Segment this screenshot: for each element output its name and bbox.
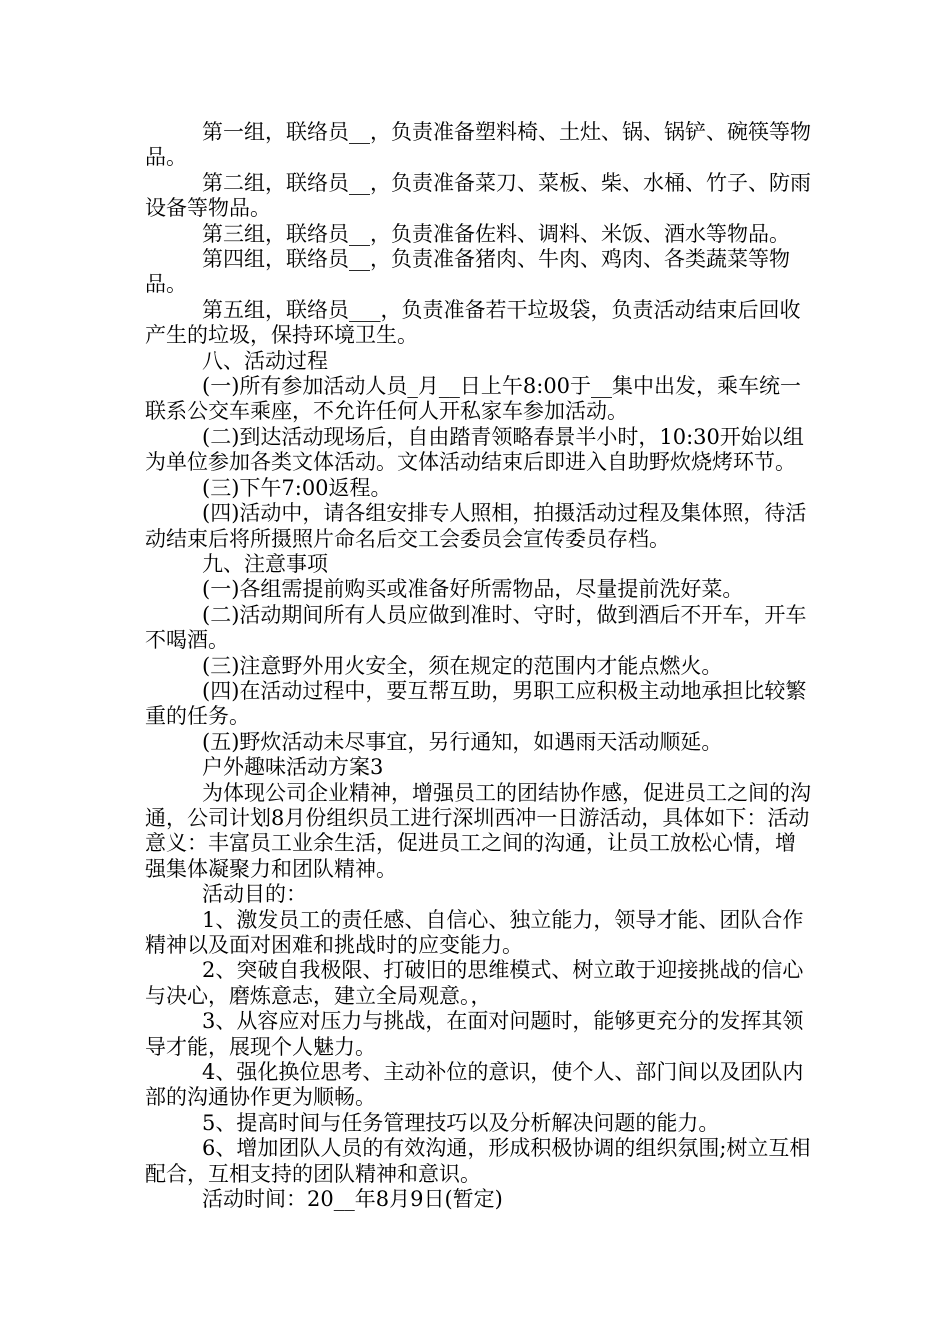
purpose-item-1: 1、激发员工的责任感、自信心、独立能力，领导才能、团队合作精神以及面对困难和挑战时的应变能力。 — [145, 907, 804, 957]
process-item-1: (一)所有参加活动人员_月__日上午8:00于__集中出发，乘车统一联系公交车乘座，不允许任何人开私家车参加活动。 — [145, 374, 802, 424]
purpose-heading: 活动目的： — [202, 882, 307, 907]
notes-item-5: (五)野炊活动未尽事宜，另行通知，如遇雨天活动顺延。 — [202, 729, 723, 754]
purpose-item-4: 4、强化换位思考、主动补位的意识，使个人、部门间以及团队内部的沟通协作更为顺畅。 — [145, 1060, 804, 1110]
section-heading-process: 八、活动过程 — [202, 348, 328, 373]
notes-item-1: (一)各组需提前购买或准备好所需物品，尽量提前洗好菜。 — [202, 577, 744, 602]
notes-item-2: (二)活动期间所有人员应做到准时、守时，做到酒后不开车，开车不喝酒。 — [145, 602, 807, 653]
purpose-item-2: 2、突破自我极限、打破旧的思维模式、树立敢于迎接挑战的信心与决心，磨炼意志，建立全局观意。， — [145, 958, 804, 1008]
paragraph-group-3: 第三组，联络员__，负责准备佐料、调料、米饭、酒水等物品。 — [202, 221, 790, 246]
paragraph-group-5: 第五组，联络员___，负责准备若干垃圾袋，负责活动结束后回收产生的垃圾，保持环境卫生。 — [145, 297, 801, 348]
paragraph-group-1: 第一组，联络员__，负责准备塑料椅、土灶、锅、锅铲、碗筷等物品。 — [145, 120, 811, 170]
process-item-4: (四)活动中，请各组安排专人照相，拍摄活动过程及集体照，待活动结束后将所摄照片命名后交工会委员会宣传委员存档。 — [145, 501, 807, 551]
process-item-3: (三)下午7:00返程。 — [202, 475, 392, 500]
purpose-item-5: 5、提高时间与任务管理技巧以及分析解决问题的能力。 — [202, 1110, 720, 1135]
notes-item-3: (三)注意野外用火安全，须在规定的范围内才能点燃火。 — [202, 653, 723, 678]
section-heading-notes: 九、注意事项 — [202, 551, 328, 576]
paragraph-group-4: 第四组，联络员__，负责准备猪肉、牛肉、鸡肉、各类蔬菜等物品。 — [145, 247, 790, 297]
activity-time: 活动时间：20__年8月9日(暂定) — [202, 1187, 503, 1212]
purpose-item-3: 3、从容应对压力与挑战，在面对问题时，能够更充分的发挥其领导才能，展现个人魅力。 — [145, 1009, 804, 1059]
document-body — [145, 120, 811, 1212]
paragraph-group-2: 第二组，联络员__，负责准备菜刀、菜板、柴、水桶、竹子、防雨设备等物品。 — [145, 170, 811, 221]
plan-intro: 为体现公司企业精神，增强员工的团结协作感，促进员工之间的沟通，公司计划8月份组织员工进行深圳西冲一日游活动，具体如下：活动意义：丰富员工业余生活，促进员工之间的沟通，让员工放松心情，增强集体凝聚力和团队精神。 — [145, 780, 811, 881]
purpose-item-6: 6、增加团队人员的有效沟通，形成积极协调的组织氛围;树立互相配合，互相支持的团队精神和意识。 — [145, 1136, 811, 1186]
notes-item-4: (四)在活动过程中，要互帮互助，男职工应积极主动地承担比较繁重的任务。 — [145, 678, 807, 729]
plan-title: 户外趣味活动方案3 — [202, 755, 384, 780]
process-item-2: (二)到达活动现场后，自由踏青领略春景半小时，10:30开始以组为单位参加各类文体活动。文体活动结束后即进入自助野炊烧烤环节。 — [145, 424, 804, 475]
